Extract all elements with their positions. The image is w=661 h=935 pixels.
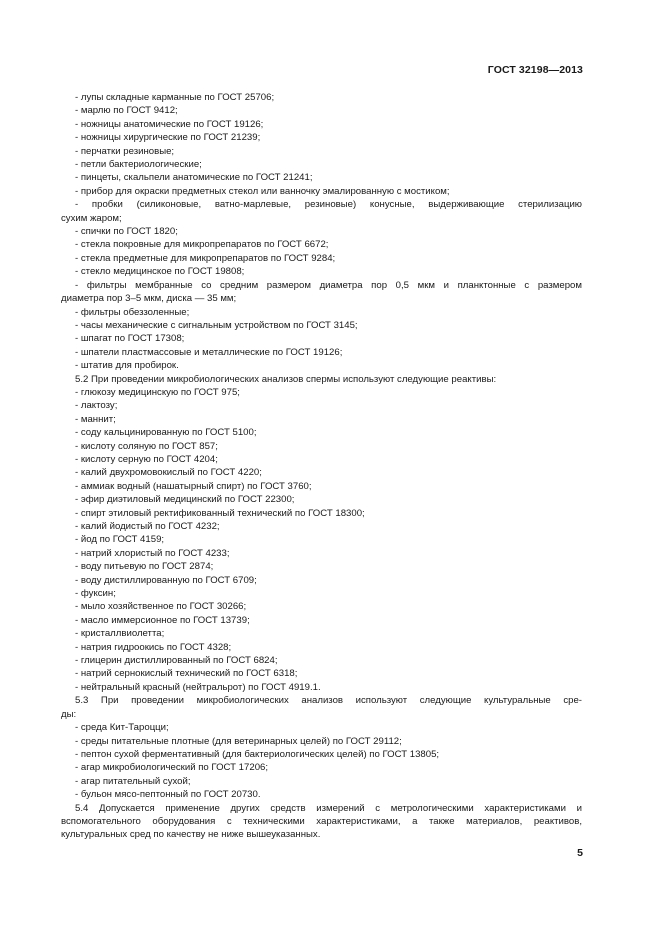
list-item: - калий йодистый по ГОСТ 4232;: [75, 521, 220, 532]
list-item: - спирт этиловый ректификованный технический по ГОСТ 18300;: [75, 507, 365, 519]
list-item: - ножницы хирургические по ГОСТ 21239;: [75, 132, 261, 144]
page-body: [61, 91, 582, 842]
list-item: - калий двухромовокислый по ГОСТ 4220;: [75, 467, 262, 479]
list-item: - агар питательный сухой;: [75, 775, 191, 787]
list-item: - перчатки резиновые;: [75, 145, 175, 157]
section-5-4-line3: культуральных сред по качеству не ниже вышеуказанных.: [61, 829, 321, 841]
list-item: - шпатели пластмассовые и металлические по ГОСТ 19126;: [75, 346, 343, 358]
list-item-probki-line1: - пробки (силиконовые, ватно-марлевые, резиновые) конусные, выдерживающие стерилизацию: [75, 199, 582, 211]
section-5-4-line1: 5.4 Допускается применение других средств измерений с метрологическими характеристиками и: [75, 802, 582, 814]
list-item: - агар микробиологический по ГОСТ 17206;: [75, 762, 269, 774]
list-item: - штатив для пробирок.: [75, 360, 179, 372]
list-item: - натрия гидроокись по ГОСТ 4328;: [75, 641, 232, 653]
list-item: - глюкозу медицинскую по ГОСТ 975;: [75, 386, 240, 398]
list-item: - лупы складные карманные по ГОСТ 25706;: [75, 92, 275, 103]
list-item: - натрий сернокислый технический по ГОСТ 6318;: [75, 668, 298, 680]
list-item: - стекла покровные для микропрепаратов по ГОСТ 6672;: [75, 239, 329, 251]
list-item: - лактозу;: [75, 400, 118, 412]
list-item: - марлю по ГОСТ 9412;: [75, 105, 178, 117]
list-item: - мыло хозяйственное по ГОСТ 30266;: [75, 601, 247, 613]
list-item: - спички по ГОСТ 1820;: [75, 226, 178, 238]
list-item: - часы механические с сигнальным устройством по ГОСТ 3145;: [75, 319, 358, 331]
list-item-filters-line2: диаметра пор 3–5 мкм, диска — 35 мм;: [61, 293, 237, 305]
list-item: - ножницы анатомические по ГОСТ 19126;: [75, 118, 264, 130]
list-item: - воду дистиллированную по ГОСТ 6709;: [75, 574, 257, 586]
list-item: - пептон сухой ферментативный (для бактериологических целей) по ГОСТ 13805;: [75, 748, 440, 760]
list-item: - бульон мясо-пептонный по ГОСТ 20730.: [75, 789, 261, 801]
list-item: - эфир диэтиловый медицинский по ГОСТ 22300;: [75, 494, 295, 506]
list-item: - маннит;: [75, 413, 116, 425]
list-item: - кислоту соляную по ГОСТ 857;: [75, 440, 218, 452]
page-number: 5: [577, 847, 583, 859]
list-item: - аммиак водный (нашатырный спирт) по ГОСТ 3760;: [75, 480, 312, 492]
section-5-2-intro: 5.2 При проведении микробиологических анализов спермы используют следующие реактивы:: [75, 373, 497, 385]
list-item: - нейтральный красный (нейтральрот) по ГОСТ 4919.1.: [75, 681, 321, 693]
list-item-filters-line1: - фильтры мембранные со средним размером диаметра пор 0,5 мкм и планктонные с размером: [75, 279, 582, 291]
list-item: - шпагат по ГОСТ 17308;: [75, 333, 185, 345]
list-item: - соду кальцинированную по ГОСТ 5100;: [75, 427, 257, 439]
list-item: - фильтры обеззоленные;: [75, 306, 190, 318]
list-item: - масло иммерсионное по ГОСТ 13739;: [75, 614, 250, 626]
document-header: ГОСТ 32198—2013: [487, 64, 583, 76]
list-item: - кислоту серную по ГОСТ 4204;: [75, 453, 218, 465]
section-5-4-line2: вспомогательного оборудования с техническими характеристиками, а также материалов, реактивов,: [61, 815, 582, 827]
list-item: - кристаллвиолетта;: [75, 628, 165, 640]
list-item: - прибор для окраски предметных стекол или ванночку эмалированную с мостиком;: [75, 185, 450, 197]
list-item: - стекло медицинское по ГОСТ 19808;: [75, 266, 245, 278]
section-5-3-intro-line1: 5.3 При проведении микробиологических анализов используют следующие культуральные сре-: [75, 695, 582, 707]
list-item: - петли бактериологические;: [75, 159, 202, 171]
list-item: - среды питательные плотные (для ветеринарных целей) по ГОСТ 29112;: [75, 735, 402, 747]
list-item: - фуксин;: [75, 588, 116, 600]
section-5-3-intro-line2: ды:: [61, 708, 77, 720]
list-item-probki-line2: сухим жаром;: [61, 212, 122, 224]
list-item: - глицерин дистиллированный по ГОСТ 6824;: [75, 655, 278, 667]
list-item: - стекла предметные для микропрепаратов по ГОСТ 9284;: [75, 252, 336, 264]
list-item: - воду питьевую по ГОСТ 2874;: [75, 561, 214, 573]
list-item: - пинцеты, скальпели анатомические по ГОСТ 21241;: [75, 172, 313, 184]
list-item: - среда Кит-Тароцци;: [75, 722, 169, 734]
list-item: - натрий хлористый по ГОСТ 4233;: [75, 547, 230, 559]
list-item: - йод по ГОСТ 4159;: [75, 534, 165, 546]
